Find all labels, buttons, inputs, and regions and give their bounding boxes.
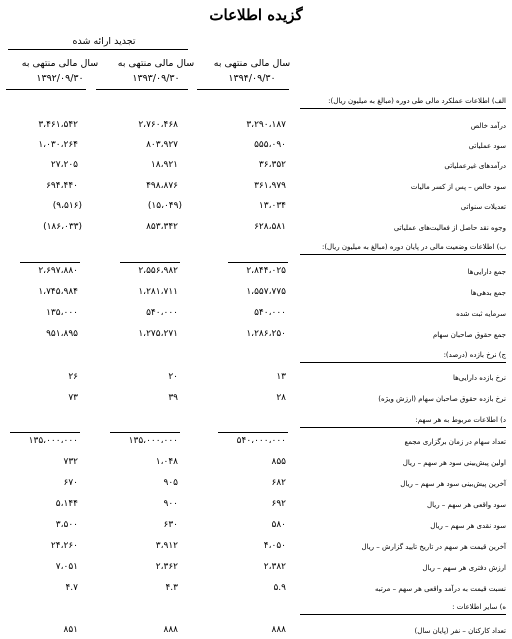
cell-value: ۵۸۰: [271, 520, 286, 530]
cell-value: ۶۸۲: [271, 478, 286, 488]
row-label-shares-outstanding: تعداد سهام در زمان برگزاری مجمع: [404, 438, 506, 446]
row-label-first-eps-forecast: اولین پیش‌بینی سود هر سهم – ریال: [402, 459, 506, 467]
cell-value: ۲،۳۶۲: [155, 562, 178, 572]
column-header-date: ۱۳۹۳/۰۹/۳۰: [132, 73, 180, 84]
cell-value: ۸۵۳،۳۴۲: [146, 222, 178, 232]
cell-value: ۵۴۰،۰۰۰،۰۰۰: [236, 436, 286, 446]
row-label-registered-capital: سرمایه ثبت شده: [456, 310, 506, 318]
cell-value: ۳،۲۹۰،۱۸۷: [246, 120, 286, 130]
cell-value: ۵۴۰،۰۰۰: [146, 308, 178, 318]
total-rule: [20, 262, 80, 263]
section-header-financial-position: ب) اطلاعات وضعیت مالی در پایان دوره (مبالغ به میلیون ریال):: [300, 243, 506, 255]
restated-rule: [8, 49, 188, 50]
cell-value: ۲،۵۵۶،۹۸۲: [138, 266, 178, 276]
cell-value: ۸۸۸: [163, 625, 178, 635]
section-header-per-share: د) اطلاعات مربوط به هر سهم:: [300, 416, 506, 428]
cell-value: ۷،۰۵۱: [55, 562, 78, 572]
cell-value: ۴،۰۵۰: [263, 541, 286, 551]
cell-value: ۳،۵۰۰: [55, 520, 78, 530]
row-label-employees: تعداد کارکنان – نفر (پایان سال): [414, 627, 506, 635]
row-label-net-profit-after-tax: سود خالص – پس از کسر مالیات: [410, 183, 506, 191]
column-underline: [6, 89, 86, 90]
cell-value: ۵۴۰،۰۰۰: [254, 308, 286, 318]
cell-value: ۹۰۰: [163, 499, 178, 509]
row-label-return-on-equity: نرخ بازده حقوق صاحبان سهام (ارزش ویژه): [378, 395, 506, 403]
column-underline: [197, 89, 289, 90]
cell-value: ۲،۳۸۲: [263, 562, 286, 572]
cell-value: ۷۳: [68, 393, 78, 403]
row-label-dividend-per-share: سود نقدی هر سهم – ریال: [430, 522, 506, 530]
cell-value: ۲۸: [276, 393, 286, 403]
cell-value: ۸۸۸: [271, 625, 286, 635]
cell-value: ۶۳۰: [163, 520, 178, 530]
row-label-last-eps-forecast: آخرین پیش‌بینی سود هر سهم – ریال: [400, 480, 506, 488]
cell-value: ۵۵۵،۰۹۰: [254, 140, 286, 150]
column-header-date: ۱۳۹۲/۰۹/۳۰: [36, 73, 84, 84]
cell-value: ۱،۷۴۵،۹۸۴: [38, 287, 78, 297]
cell-value: ۲۰: [168, 372, 178, 382]
cell-value: ۲۴،۲۶۰: [50, 541, 78, 551]
cell-value: ۱۳: [276, 372, 286, 382]
cell-value: ۱۳۵،۰۰۰،۰۰۰: [28, 436, 78, 446]
total-rule: [120, 262, 180, 263]
row-label-operating-cash-flow: وجوه نقد حاصل از فعالیت‌های عملیاتی: [393, 224, 506, 232]
cell-value: ۶۷۰: [63, 478, 78, 488]
cell-value: ۱۳۵،۰۰۰،۰۰۰: [128, 436, 178, 446]
cell-value: ۶۹۴،۴۴۰: [46, 181, 78, 191]
page-title: گزیده اطلاعات: [209, 6, 303, 24]
cell-value: ۷۳۲: [63, 457, 78, 467]
cell-value: ۱،۲۸۱،۷۱۱: [138, 287, 178, 297]
row-label-prior-year-adjustments: تعدیلات سنواتی: [460, 203, 506, 211]
row-label-total-liabilities: جمع بدهی‌ها: [470, 289, 506, 297]
cell-value: ۱،۵۵۷،۷۷۵: [246, 287, 286, 297]
row-label-total-assets: جمع دارایی‌ها: [467, 268, 506, 276]
cell-value: ۱،۰۴۸: [155, 457, 178, 467]
total-rule: [10, 432, 80, 433]
column-header-line1: سال مالی منتهی به: [21, 58, 99, 69]
column-header-1392: [0, 56, 120, 86]
column-header-date: ۱۳۹۴/۰۹/۳۰: [228, 73, 276, 84]
cell-value: ۳۹: [168, 393, 178, 403]
column-underline: [96, 89, 188, 90]
cell-value: ۴.۷: [65, 583, 78, 593]
cell-value: ۶۲۸،۵۸۱: [254, 222, 286, 232]
section-header-return-rates: ج) نرخ بازده (درصد):: [300, 351, 506, 363]
cell-value: ۴.۳: [165, 583, 178, 593]
cell-value: ۵،۱۴۴: [55, 499, 78, 509]
cell-value: (۱۸۶،۰۳۳): [43, 222, 82, 232]
cell-value: ۱،۰۳۰،۲۶۴: [38, 140, 78, 150]
section-header-financial-performance: الف) اطلاعات عملکرد مالی طی دوره (مبالغ به میلیون ریال):: [300, 97, 506, 109]
row-label-return-on-assets: نرخ بازده دارایی‌ها: [452, 374, 506, 382]
cell-value: ۱،۲۸۶،۲۵۰: [246, 329, 286, 339]
row-label-last-share-price: آخرین قیمت هر سهم در تاریخ تایید گزارش – ریال: [361, 543, 506, 551]
cell-value: ۱۳،۰۳۴: [258, 201, 286, 211]
cell-value: (۱۵،۰۴۹): [147, 201, 182, 211]
restated-label: تجدید ارائه شده: [72, 36, 136, 47]
cell-value: (۹،۵۱۶): [52, 201, 82, 211]
row-label-operating-profit: سود عملیاتی: [468, 142, 506, 150]
cell-value: ۱،۲۷۵،۲۷۱: [138, 329, 178, 339]
cell-value: ۲،۸۴۴،۰۲۵: [246, 266, 286, 276]
column-header-line1: سال مالی منتهی به: [213, 58, 291, 69]
cell-value: ۳،۴۶۱،۵۴۲: [38, 120, 78, 130]
row-label-pe-ratio: نسبت قیمت به درآمد واقعی هر سهم – مرتبه: [374, 585, 506, 593]
cell-value: ۶۹۲: [271, 499, 286, 509]
section-header-other: ه) سایر اطلاعات :: [300, 603, 506, 615]
row-label-non-operating-income: درآمدهای غیرعملیاتی: [444, 162, 506, 170]
cell-value: ۸۰۳،۹۲۷: [146, 140, 178, 150]
cell-value: ۸۵۱: [63, 625, 78, 635]
cell-value: ۳۶،۳۵۲: [258, 160, 286, 170]
column-header-line1: سال مالی منتهی به: [117, 58, 195, 69]
cell-value: ۱۳۵،۰۰۰: [46, 308, 78, 318]
cell-value: ۲،۶۹۷،۸۸۰: [38, 266, 78, 276]
cell-value: ۳،۹۱۲: [155, 541, 178, 551]
cell-value: ۱۸،۹۲۱: [150, 160, 178, 170]
row-label-book-value-per-share: ارزش دفتری هر سهم – ریال: [422, 564, 506, 572]
cell-value: ۹۵۱،۸۹۵: [46, 329, 78, 339]
cell-value: ۳۶۱،۹۷۹: [254, 181, 286, 191]
cell-value: ۵.۹: [273, 583, 286, 593]
row-label-net-revenue: درآمد خالص: [470, 122, 506, 130]
cell-value: ۸۵۵: [271, 457, 286, 467]
cell-value: ۲،۷۶۰،۴۶۸: [138, 120, 178, 130]
cell-value: ۹۰۵: [163, 478, 178, 488]
total-rule: [218, 432, 288, 433]
total-rule: [228, 262, 288, 263]
row-label-total-equity: جمع حقوق صاحبان سهام: [432, 331, 506, 339]
cell-value: ۲۶: [68, 372, 78, 382]
total-rule: [110, 432, 180, 433]
cell-value: ۲۷،۲۰۵: [50, 160, 78, 170]
cell-value: ۴۹۸،۸۷۶: [146, 181, 178, 191]
row-label-actual-eps: سود واقعی هر سهم – ریال: [427, 501, 506, 509]
